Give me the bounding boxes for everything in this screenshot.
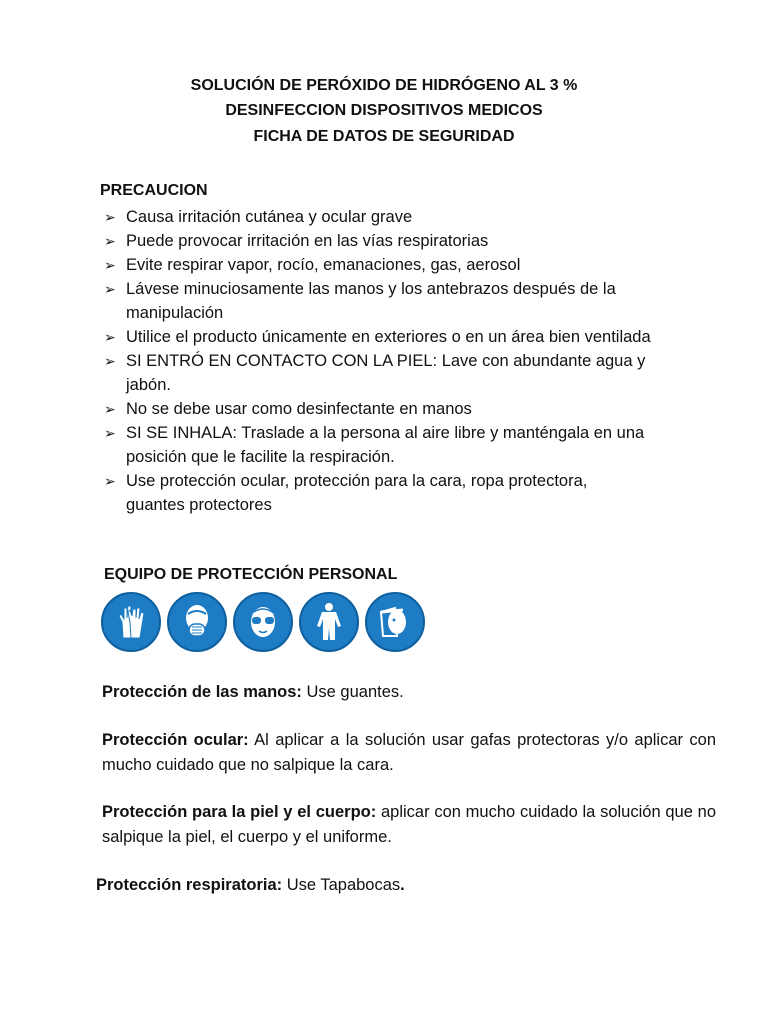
document-title: SOLUCIÓN DE PERÓXIDO DE HIDRÓGENO AL 3 %: [190, 77, 578, 94]
eye-protection-label: Protección ocular:: [102, 731, 249, 749]
list-item: ➢ No se debe usar como desinfectante en manos: [104, 397, 678, 421]
face-shield-icon: [365, 592, 425, 652]
hand-protection: [102, 680, 716, 705]
arrow-bullet-icon: ➢: [104, 473, 116, 489]
skin-body-protection-text: aplicar con mucho cuidado la solución que no salpique la piel, el cuerpo y el uniforme.: [102, 803, 716, 846]
gloves-icon: [101, 592, 161, 652]
protective-suit-icon: [299, 592, 359, 652]
list-item: ➢ Lávese minuciosamente las manos y los antebrazos después de la manipulación: [104, 277, 666, 325]
arrow-bullet-icon: ➢: [104, 329, 116, 345]
document-sheet-type: FICHA DE DATOS DE SEGURIDAD: [253, 128, 515, 145]
list-item: ➢ SI SE INHALA: Traslade a la persona al aire libre y manténgala en una posición que le facilite la respiración.: [104, 421, 700, 469]
list-item: ➢ Causa irritación cutánea y ocular grave: [104, 205, 678, 229]
list-item: ➢ Evite respirar vapor, rocío, emanaciones, gas, aerosol: [104, 253, 678, 277]
arrow-bullet-icon: ➢: [104, 425, 116, 441]
document-subtitle: DESINFECCION DISPOSITIVOS MEDICOS: [225, 102, 543, 119]
ppe-heading: EQUIPO DE PROTECCIÓN PERSONAL: [104, 566, 398, 583]
list-item: ➢ Utilice el producto únicamente en exteriores o en un área bien ventilada: [104, 325, 654, 349]
arrow-bullet-icon: ➢: [104, 233, 116, 249]
list-item: ➢ Puede provocar irritación en las vías respiratorias: [104, 229, 678, 253]
arrow-bullet-icon: ➢: [104, 209, 116, 225]
precautions-list: [104, 205, 678, 517]
ppe-icons: [101, 592, 425, 652]
arrow-bullet-icon: ➢: [104, 281, 116, 297]
eye-protection-text: Al aplicar a la solución usar gafas protectoras y/o aplicar con mucho cuidado que no salpique la cara.: [102, 731, 716, 774]
eye-protection: [102, 728, 716, 778]
respiratory-protection-period: .: [400, 876, 405, 894]
hand-protection-label: Protección de las manos:: [102, 683, 302, 701]
arrow-bullet-icon: ➢: [104, 353, 116, 369]
list-item: ➢ Use protección ocular, protección para la cara, ropa protectora, guantes protectores: [104, 469, 644, 517]
hand-protection-text: Use guantes.: [301, 683, 404, 701]
safety-goggles-icon: [233, 592, 293, 652]
respiratory-protection: [96, 873, 710, 898]
respiratory-protection-text: Use Tapabocas: [282, 876, 401, 894]
respirator-mask-icon: [167, 592, 227, 652]
arrow-bullet-icon: ➢: [104, 401, 116, 417]
respiratory-protection-label: Protección respiratoria:: [96, 876, 283, 894]
list-item: ➢ SI ENTRÓ EN CONTACTO CON LA PIEL: Lave con abundante agua y jabón.: [104, 349, 680, 397]
skin-body-protection-label: Protección para la piel y el cuerpo:: [102, 803, 377, 821]
arrow-bullet-icon: ➢: [104, 257, 116, 273]
skin-body-protection: [102, 800, 716, 850]
precautions-heading: PRECAUCION: [100, 182, 208, 199]
